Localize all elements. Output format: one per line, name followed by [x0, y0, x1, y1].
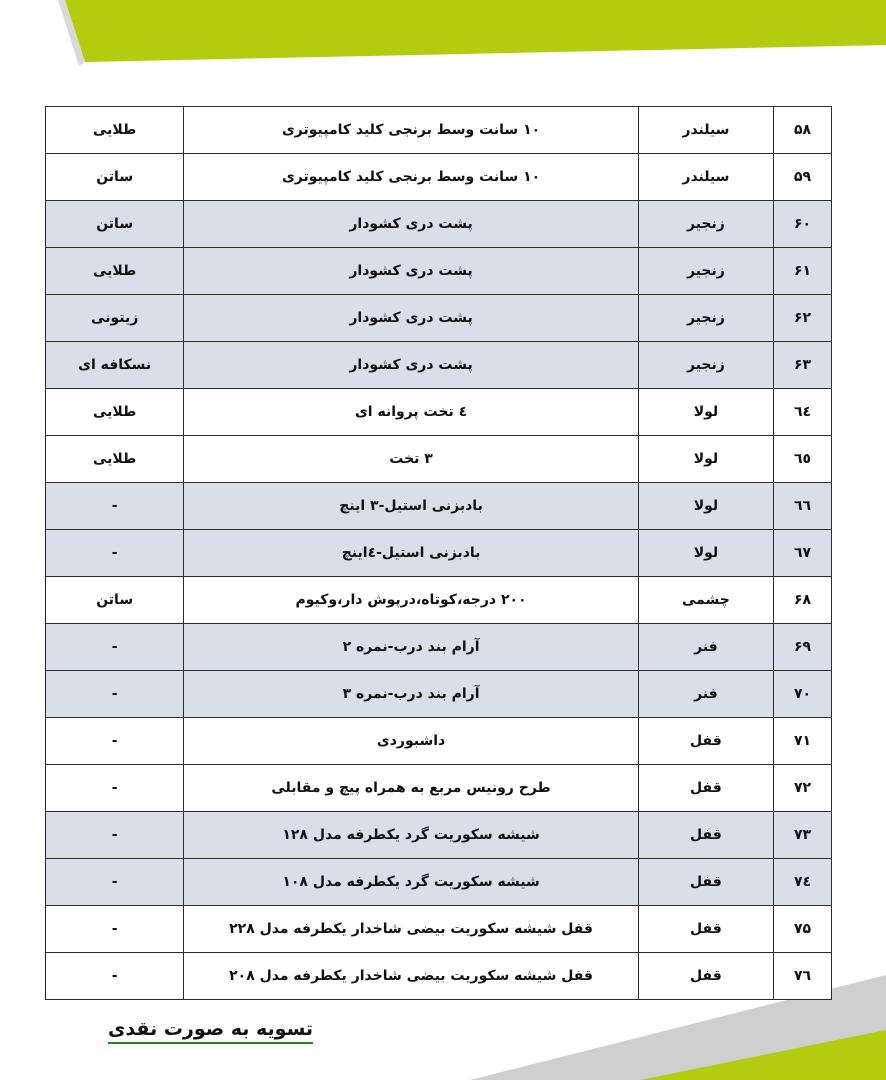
table-row — [46, 859, 832, 906]
row-number-cell: ۶۹ — [774, 624, 832, 671]
finish-cell: - — [46, 718, 184, 765]
description-cell: شیشه سکوریت گرد یکطرفه مدل ۱۲۸ — [184, 812, 639, 859]
description-cell: ٤ تخت پروانه ای — [184, 389, 639, 436]
description-cell: آرام بند درب-نمره ۳ — [184, 671, 639, 718]
table-row — [46, 812, 832, 859]
category-cell: چشمی — [638, 577, 773, 624]
row-number-cell: ۶۸ — [774, 577, 832, 624]
table-row — [46, 530, 832, 577]
description-cell: ۱۰ سانت وسط برنجی کلید کامپیوتری — [184, 154, 639, 201]
description-cell: پشت دری کشودار — [184, 342, 639, 389]
table-row — [46, 154, 832, 201]
finish-cell: - — [46, 671, 184, 718]
finish-cell: طلایی — [46, 389, 184, 436]
row-number-cell: ۶۳ — [774, 342, 832, 389]
row-number-cell: ٧٤ — [774, 859, 832, 906]
description-cell: بادبزنی استیل-۳ اینچ — [184, 483, 639, 530]
category-cell: قفل — [638, 859, 773, 906]
category-cell: لولا — [638, 436, 773, 483]
category-cell: قفل — [638, 718, 773, 765]
finish-cell: طلایی — [46, 107, 184, 154]
category-cell: لولا — [638, 389, 773, 436]
top-lime-banner — [65, 0, 886, 62]
row-number-cell: ۶۰ — [774, 201, 832, 248]
description-cell: شیشه سکوریت گرد یکطرفه مدل ۱۰۸ — [184, 859, 639, 906]
row-number-cell: ٦٧ — [774, 530, 832, 577]
table-row — [46, 436, 832, 483]
table-row — [46, 295, 832, 342]
payment-note: تسویه به صورت نقدی — [108, 1018, 313, 1044]
table-row — [46, 765, 832, 812]
category-cell: قفل — [638, 953, 773, 1000]
table-row — [46, 906, 832, 953]
finish-cell: نسکافه ای — [46, 342, 184, 389]
row-number-cell: ۶۲ — [774, 295, 832, 342]
category-cell: قفل — [638, 906, 773, 953]
category-cell: فنر — [638, 671, 773, 718]
table-row — [46, 342, 832, 389]
table-row — [46, 671, 832, 718]
finish-cell: طلایی — [46, 436, 184, 483]
description-cell: ۱۰ سانت وسط برنجی کلید کامپیوتری — [184, 107, 639, 154]
finish-cell: - — [46, 812, 184, 859]
category-cell: لولا — [638, 530, 773, 577]
finish-cell: - — [46, 530, 184, 577]
finish-cell: - — [46, 859, 184, 906]
table-row — [46, 389, 832, 436]
row-number-cell: ۷۳ — [774, 812, 832, 859]
table-row — [46, 718, 832, 765]
table-row — [46, 483, 832, 530]
row-number-cell: ۷۱ — [774, 718, 832, 765]
finish-cell: - — [46, 765, 184, 812]
row-number-cell: ۵۹ — [774, 154, 832, 201]
description-cell: طرح رونیس مربع به همراه پیچ و مقابلی — [184, 765, 639, 812]
category-cell: فنر — [638, 624, 773, 671]
category-cell: قفل — [638, 765, 773, 812]
category-cell: زنجیر — [638, 295, 773, 342]
row-number-cell: ۵۸ — [774, 107, 832, 154]
description-cell: ۲۰۰ درجه،کوتاه،درپوش دار،وکیوم — [184, 577, 639, 624]
category-cell: سیلندر — [638, 107, 773, 154]
row-number-cell: ۷۵ — [774, 906, 832, 953]
description-cell: قفل شیشه سکوریت بیضی شاخدار یکطرفه مدل ۲۲۸ — [184, 906, 639, 953]
table-row — [46, 107, 832, 154]
row-number-cell: ٦٦ — [774, 483, 832, 530]
description-cell: پشت دری کشودار — [184, 248, 639, 295]
product-table — [45, 106, 832, 1000]
category-cell: سیلندر — [638, 154, 773, 201]
description-cell: ۳ تخت — [184, 436, 639, 483]
description-cell: قفل شیشه سکوریت بیضی شاخدار یکطرفه مدل ۲۰۸ — [184, 953, 639, 1000]
row-number-cell: ۷۰ — [774, 671, 832, 718]
row-number-cell: ۷۲ — [774, 765, 832, 812]
table-row — [46, 953, 832, 1000]
table-row — [46, 624, 832, 671]
description-cell: پشت دری کشودار — [184, 295, 639, 342]
finish-cell: ساتن — [46, 201, 184, 248]
category-cell: قفل — [638, 812, 773, 859]
table-row — [46, 201, 832, 248]
finish-cell: - — [46, 906, 184, 953]
table-row — [46, 248, 832, 295]
finish-cell: زیتونی — [46, 295, 184, 342]
description-cell: پشت دری کشودار — [184, 201, 639, 248]
product-table-wrapper — [45, 106, 832, 1000]
category-cell: زنجیر — [638, 201, 773, 248]
finish-cell: ساتن — [46, 154, 184, 201]
table-row — [46, 577, 832, 624]
category-cell: زنجیر — [638, 342, 773, 389]
description-cell: داشبوردی — [184, 718, 639, 765]
finish-cell: طلایی — [46, 248, 184, 295]
row-number-cell: ٦٤ — [774, 389, 832, 436]
finish-cell: - — [46, 483, 184, 530]
row-number-cell: ٧٦ — [774, 953, 832, 1000]
category-cell: زنجیر — [638, 248, 773, 295]
finish-cell: - — [46, 624, 184, 671]
row-number-cell: ۶۱ — [774, 248, 832, 295]
finish-cell: - — [46, 953, 184, 1000]
description-cell: آرام بند درب-نمره ۲ — [184, 624, 639, 671]
row-number-cell: ٦٥ — [774, 436, 832, 483]
description-cell: بادبزنی استیل-٤اینچ — [184, 530, 639, 577]
category-cell: لولا — [638, 483, 773, 530]
product-table-body — [46, 107, 832, 1000]
finish-cell: ساتن — [46, 577, 184, 624]
